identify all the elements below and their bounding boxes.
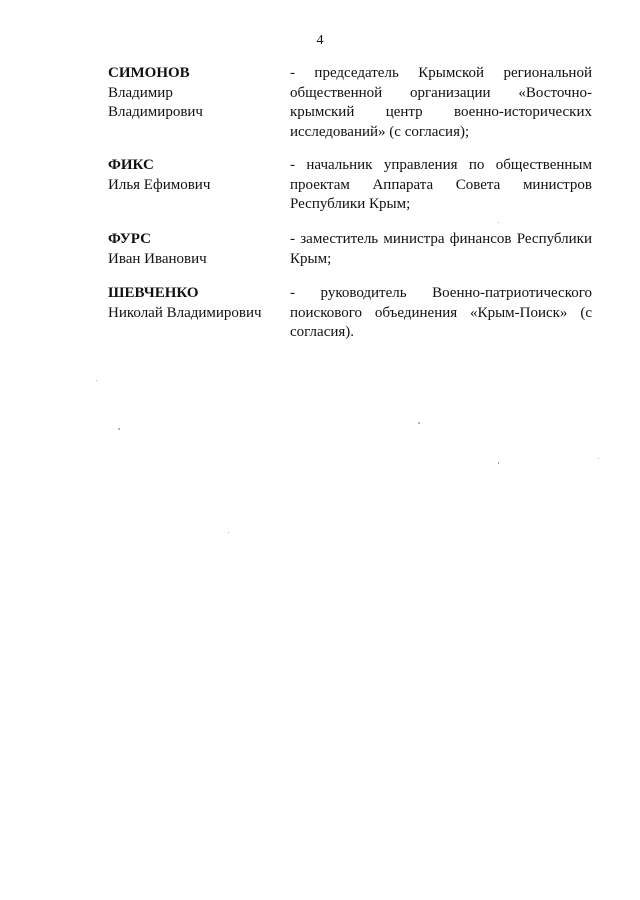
member-name bbox=[108, 284, 286, 323]
member-role: - руководитель Военно-патриотического поискового объединения «Крым-Поиск» (с согласия). bbox=[290, 285, 592, 340]
scan-speck bbox=[96, 380, 97, 381]
scan-speck bbox=[598, 458, 599, 459]
scan-speck bbox=[118, 428, 120, 430]
member-role: - начальник управления по общественным проектам Аппарата Совета министров Республики Крым; bbox=[290, 157, 592, 212]
member-name bbox=[108, 64, 286, 123]
member-surname: СИМОНОВ bbox=[108, 65, 190, 81]
member-role: - председатель Крымской региональной общественной организации «Восточно-крымский центр военно-исторических исследований» (с согласия); bbox=[290, 65, 592, 140]
member-patronymic: Владимирович bbox=[108, 104, 203, 120]
member-given-name: Иван Иванович bbox=[108, 250, 207, 267]
scan-speck bbox=[418, 422, 420, 424]
scan-speck bbox=[228, 532, 229, 533]
member-given-name: Илья Ефимович bbox=[108, 176, 211, 193]
scan-speck bbox=[498, 462, 499, 464]
member-role: - заместитель министра финансов Республики Крым; bbox=[290, 231, 592, 267]
member-given-name: Владимир bbox=[108, 84, 173, 101]
member-name bbox=[108, 156, 286, 195]
member-surname: ШЕВЧЕНКО bbox=[108, 285, 199, 301]
member-surname: ФИКС bbox=[108, 157, 154, 173]
member-surname: ФУРС bbox=[108, 231, 151, 247]
member-given-name: Николай Владимирович bbox=[108, 304, 262, 321]
page-number: 4 bbox=[316, 33, 324, 48]
member-name bbox=[108, 230, 286, 269]
scan-speck bbox=[498, 222, 499, 223]
